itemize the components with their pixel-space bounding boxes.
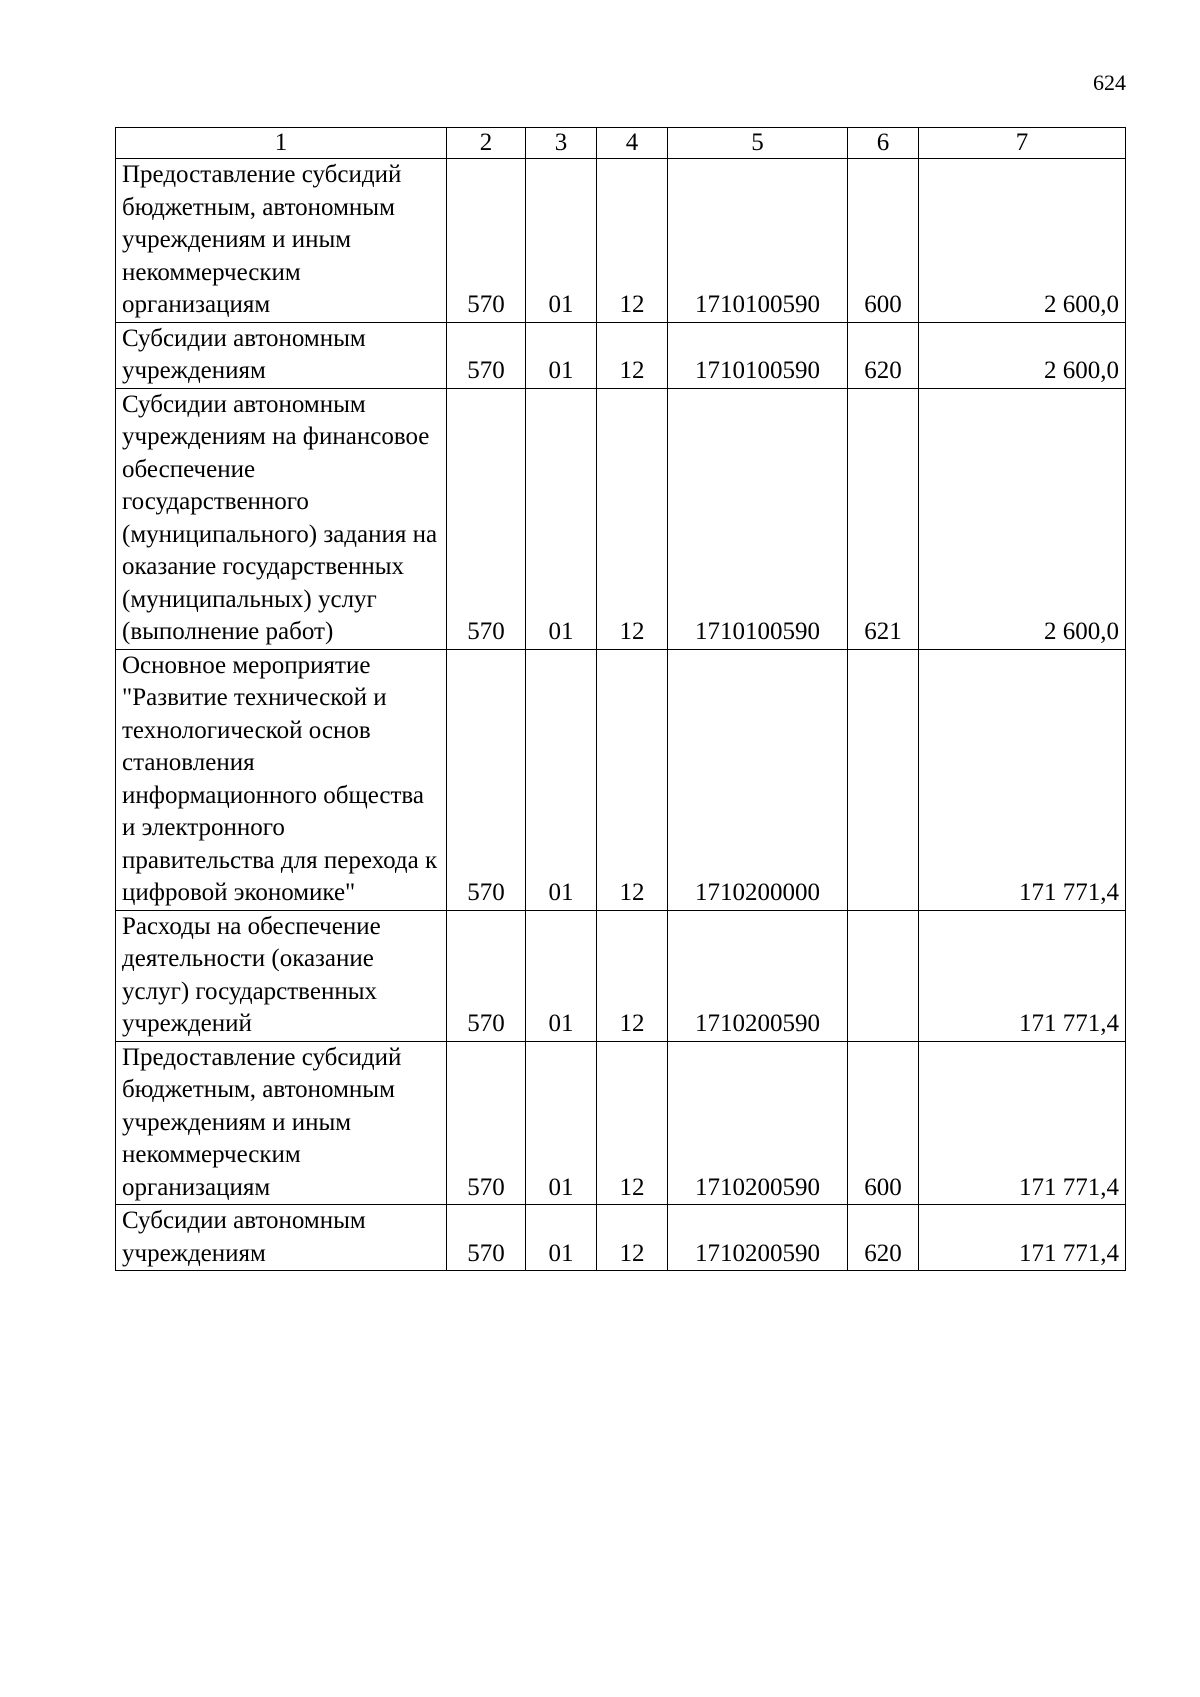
header-col-2: 2: [447, 128, 526, 159]
table-row: [116, 322, 1126, 388]
row-ministry-code: 570: [447, 910, 526, 1041]
header-col-4: 4: [597, 128, 668, 159]
row-amount: 171 771,4: [919, 910, 1126, 1041]
row-subsection-code: 12: [597, 388, 668, 649]
row-section-code: 01: [526, 1205, 597, 1271]
budget-table: [115, 127, 1126, 1271]
row-amount: 2 600,0: [919, 388, 1126, 649]
row-name: Субсидии автономным учреждениям на финансовое обеспечение государственного (муниципального) задания на оказание государственных (муниципальных) услуг (выполнение работ): [116, 388, 447, 649]
row-target-code: 1710200000: [668, 649, 848, 910]
header-col-1: 1: [116, 128, 447, 159]
row-target-code: 1710200590: [668, 1205, 848, 1271]
row-target-code: 1710200590: [668, 1041, 848, 1205]
row-section-code: 01: [526, 159, 597, 323]
row-target-code: 1710200590: [668, 910, 848, 1041]
row-expense-type: 621: [848, 388, 919, 649]
row-target-code: 1710100590: [668, 159, 848, 323]
table-row: [116, 910, 1126, 1041]
row-name: Основное мероприятие "Развитие технической и технологической основ становления информационного общества и электронного правительства для перехода к цифровой экономике": [116, 649, 447, 910]
row-name: Предоставление субсидий бюджетным, автономным учреждениям и иным некоммерческим организациям: [116, 1041, 447, 1205]
row-subsection-code: 12: [597, 1041, 668, 1205]
row-amount: 171 771,4: [919, 649, 1126, 910]
header-col-5: 5: [668, 128, 848, 159]
header-col-3: 3: [526, 128, 597, 159]
row-section-code: 01: [526, 649, 597, 910]
row-expense-type: [848, 910, 919, 1041]
row-target-code: 1710100590: [668, 322, 848, 388]
row-expense-type: 620: [848, 1205, 919, 1271]
row-subsection-code: 12: [597, 159, 668, 323]
row-name: Расходы на обеспечение деятельности (оказание услуг) государственных учреждений: [116, 910, 447, 1041]
row-target-code: 1710100590: [668, 388, 848, 649]
row-section-code: 01: [526, 910, 597, 1041]
row-name: Субсидии автономным учреждениям: [116, 322, 447, 388]
row-name: Субсидии автономным учреждениям: [116, 1205, 447, 1271]
table-row: [116, 388, 1126, 649]
row-expense-type: 600: [848, 159, 919, 323]
row-amount: 2 600,0: [919, 322, 1126, 388]
table-row: [116, 159, 1126, 323]
header-col-7: 7: [919, 128, 1126, 159]
row-amount: 171 771,4: [919, 1041, 1126, 1205]
header-col-6: 6: [848, 128, 919, 159]
row-amount: 2 600,0: [919, 159, 1126, 323]
row-name: Предоставление субсидий бюджетным, автономным учреждениям и иным некоммерческим организациям: [116, 159, 447, 323]
row-ministry-code: 570: [447, 322, 526, 388]
row-ministry-code: 570: [447, 159, 526, 323]
row-section-code: 01: [526, 1041, 597, 1205]
row-ministry-code: 570: [447, 1041, 526, 1205]
table-row: [116, 649, 1126, 910]
row-expense-type: [848, 649, 919, 910]
table-row: [116, 1041, 1126, 1205]
row-ministry-code: 570: [447, 649, 526, 910]
row-section-code: 01: [526, 322, 597, 388]
row-ministry-code: 570: [447, 388, 526, 649]
row-subsection-code: 12: [597, 1205, 668, 1271]
header-row: [116, 128, 1126, 159]
row-section-code: 01: [526, 388, 597, 649]
page-number: 624: [1093, 70, 1126, 95]
row-amount: 171 771,4: [919, 1205, 1126, 1271]
row-ministry-code: 570: [447, 1205, 526, 1271]
row-expense-type: 600: [848, 1041, 919, 1205]
row-expense-type: 620: [848, 322, 919, 388]
table-row: [116, 1205, 1126, 1271]
row-subsection-code: 12: [597, 910, 668, 1041]
row-subsection-code: 12: [597, 322, 668, 388]
row-subsection-code: 12: [597, 649, 668, 910]
